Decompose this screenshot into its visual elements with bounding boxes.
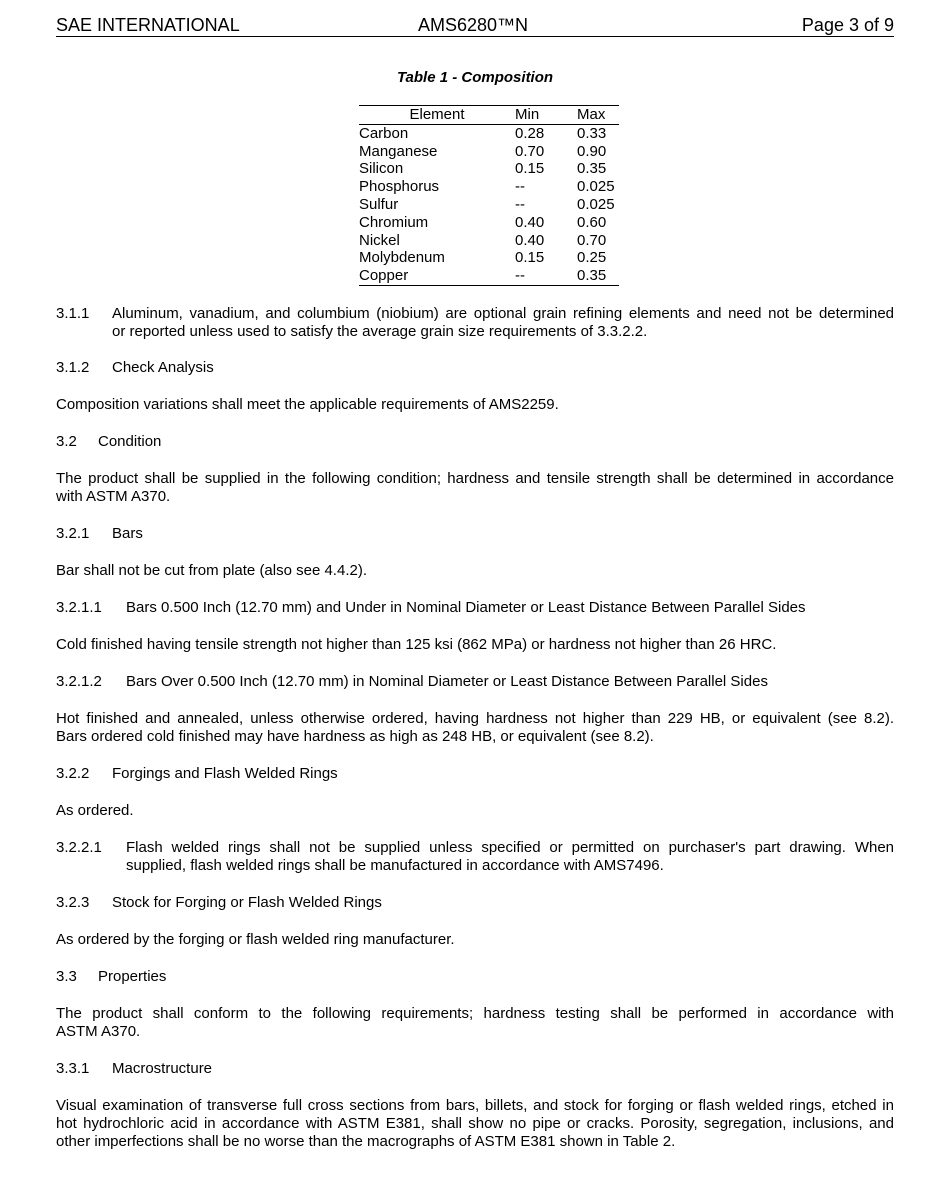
cell-element: Copper: [359, 267, 515, 285]
paragraph: [56, 1097, 894, 1151]
section-3-2-3-heading: [56, 894, 894, 912]
section-3-1-1: [56, 305, 894, 341]
cell-max: 0.33: [577, 124, 607, 142]
cell-max: 0.025: [577, 178, 615, 196]
section-3-2-heading: [56, 433, 894, 451]
section-number: 3.2.1: [56, 524, 90, 542]
column-header-min: Min: [515, 106, 577, 125]
section-title: Forgings and Flash Welded Rings: [112, 764, 338, 782]
header-document-id: AMS6280™N: [418, 15, 529, 35]
section-3-1-2-heading: [56, 359, 894, 377]
section-number: 3.2.2.1: [56, 838, 102, 856]
section-title: Check Analysis: [112, 358, 214, 376]
text-line: Bars ordered cold finished may have hardness as high as 248 HB, or equivalent (see 8.2).: [56, 727, 654, 745]
text-line: hot hydrochloric acid in accordance with ASTM E381, shall show no pipe or cracks. Porosity, segregation, inclusions, and: [56, 1114, 894, 1132]
section-title: Stock for Forging or Flash Welded Rings: [112, 893, 382, 911]
section-number: 3.2: [56, 432, 77, 450]
cell-element: Sulfur: [359, 195, 399, 213]
section-title: Bars 0.500 Inch (12.70 mm) and Under in Nominal Diameter or Least Distance Between Parallel Sides: [126, 598, 806, 616]
composition-table: [359, 105, 619, 286]
paragraph: [56, 710, 894, 746]
cell-element: Manganese: [359, 142, 438, 160]
section-title: Properties: [98, 967, 167, 985]
cell-min: 0.40: [515, 213, 545, 231]
cell-min: 0.28: [515, 124, 545, 142]
cell-max: 0.70: [577, 231, 607, 249]
section-number: 3.2.1.2: [56, 672, 102, 690]
section-text: [126, 839, 894, 875]
text-line: The product shall conform to the following requirements; hardness testing shall be performed in accordance with: [56, 1004, 894, 1022]
paragraph: Cold finished having tensile strength not higher than 125 ksi (862 MPa) or hardness not higher than 26 HRC.: [56, 635, 777, 653]
cell-element: Silicon: [359, 160, 404, 178]
section-3-2-1-1-heading: [56, 599, 894, 617]
section-number: 3.2.2: [56, 764, 90, 782]
header-page-number: Page 3 of 9: [801, 15, 894, 35]
text-line: Aluminum, vanadium, and columbium (niobium) are optional grain refining elements and need not be determined: [112, 304, 894, 322]
section-text: [112, 305, 894, 341]
cell-element: Carbon: [359, 124, 409, 142]
header-organization: SAE INTERNATIONAL: [56, 15, 240, 35]
text-line: with ASTM A370.: [56, 487, 171, 505]
cell-element: Chromium: [359, 213, 429, 231]
text-line: supplied, flash welded rings shall be manufactured in accordance with AMS7496.: [126, 856, 664, 874]
cell-min: 0.70: [515, 142, 545, 160]
document-page: [56, 14, 894, 1151]
cell-element: Molybdenum: [359, 249, 445, 267]
cell-min: --: [515, 178, 525, 196]
paragraph: Composition variations shall meet the applicable requirements of AMS2259.: [56, 395, 559, 413]
cell-min: --: [515, 267, 577, 285]
table-row: [359, 196, 619, 214]
table-row: [359, 232, 619, 250]
paragraph: As ordered.: [56, 801, 134, 819]
cell-max: 0.35: [577, 160, 607, 178]
section-number: 3.3: [56, 967, 77, 985]
paragraph: [56, 1005, 894, 1041]
column-header-element: Element: [359, 106, 515, 125]
section-3-3-heading: [56, 968, 894, 986]
section-3-2-1-heading: [56, 525, 894, 543]
section-title: Condition: [98, 432, 162, 450]
table-row: [359, 214, 619, 232]
section-number: 3.2.3: [56, 893, 90, 911]
page-header: [56, 14, 894, 37]
section-number: 3.1.1: [56, 304, 90, 322]
column-header-max: Max: [577, 106, 619, 125]
section-number: 3.1.2: [56, 358, 90, 376]
cell-max: 0.60: [577, 213, 607, 231]
section-3-3-1-heading: [56, 1060, 894, 1078]
section-title: Bars Over 0.500 Inch (12.70 mm) in Nominal Diameter or Least Distance Between Parallel Sides: [126, 672, 768, 690]
table-row: [359, 178, 619, 196]
text-line: Flash welded rings shall not be supplied unless specified or permitted on purchaser's part drawing. When: [126, 838, 894, 856]
text-line: or reported unless used to satisfy the average grain size requirements of 3.3.2.2.: [112, 322, 648, 340]
section-number: 3.2.1.1: [56, 598, 102, 616]
paragraph: [56, 470, 894, 506]
text-line: ASTM A370.: [56, 1022, 141, 1040]
cell-min: 0.15: [515, 160, 545, 178]
cell-min: 0.15: [515, 249, 545, 267]
table-row: [359, 267, 619, 285]
cell-min: 0.40: [515, 231, 545, 249]
text-line: other imperfections shall be no worse than the macrographs of ASTM E381 shown in Table 2.: [56, 1132, 676, 1150]
table-row: [359, 143, 619, 161]
table-caption: Table 1 - Composition: [396, 69, 554, 86]
cell-element: Nickel: [359, 231, 400, 249]
table-row: [359, 160, 619, 178]
section-number: 3.3.1: [56, 1059, 90, 1077]
section-title: Macrostructure: [112, 1059, 213, 1077]
cell-max: 0.90: [577, 142, 607, 160]
text-line: Visual examination of transverse full cross sections from bars, billets, and stock for forging or flash welded rings, etched in: [56, 1096, 894, 1114]
text-line: Hot finished and annealed, unless otherwise ordered, having hardness not higher than 229 HB, or equivalent (see 8.2).: [56, 709, 894, 727]
table-row: [359, 249, 619, 267]
cell-element: Phosphorus: [359, 178, 440, 196]
paragraph: As ordered by the forging or flash welded ring manufacturer.: [56, 930, 455, 948]
cell-max: 0.25: [577, 249, 607, 267]
section-title: Bars: [112, 524, 143, 542]
paragraph: Bar shall not be cut from plate (also see 4.4.2).: [56, 561, 367, 579]
section-3-2-1-2-heading: [56, 673, 894, 691]
table-row: [359, 124, 619, 142]
document-body: [56, 305, 894, 1151]
cell-min: --: [515, 195, 525, 213]
cell-max: 0.025: [577, 195, 615, 213]
text-line: The product shall be supplied in the following condition; hardness and tensile strength shall be determined in accordance: [56, 469, 894, 487]
section-3-2-2-1: [56, 839, 894, 875]
cell-max: 0.35: [577, 267, 619, 285]
section-3-2-2-heading: [56, 765, 894, 783]
